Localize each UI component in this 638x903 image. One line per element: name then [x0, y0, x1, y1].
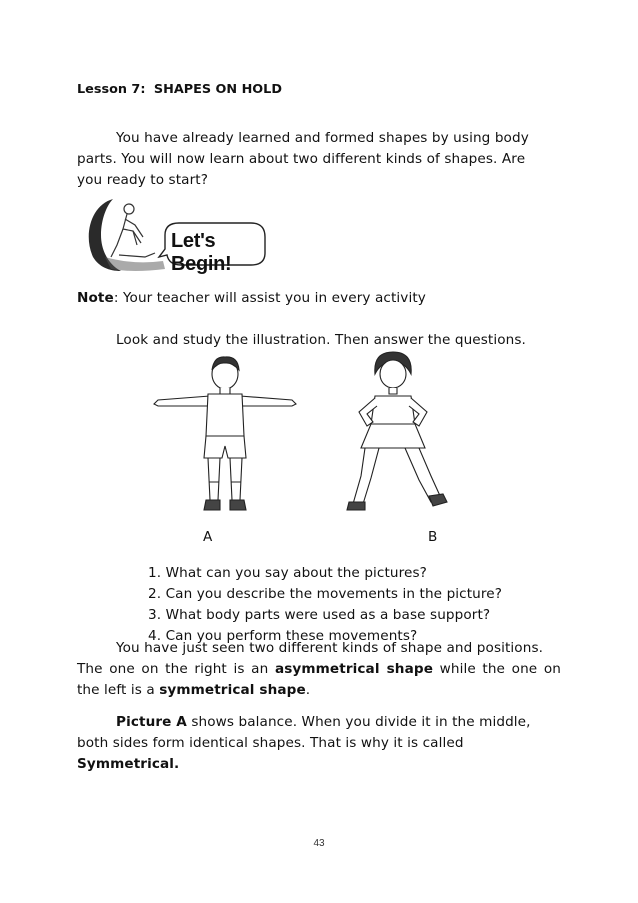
- picture-a-line-2: both sides form identical shapes. That is why it is called: [77, 735, 464, 751]
- lesson-number: Lesson 7:: [77, 82, 146, 97]
- intro-line-1: You have already learned and formed shapes by using body: [116, 130, 529, 146]
- figure-label-a: A: [203, 529, 213, 545]
- question-1: 1. What can you say about the pictures?: [148, 565, 427, 581]
- note-text: : Your teacher will assist you in every activity: [113, 290, 426, 306]
- figure-b-asymmetrical: [345, 348, 455, 520]
- picture-a-line-1: [116, 712, 531, 733]
- figure-a-symmetrical: [150, 350, 300, 520]
- picture-a-line-3: [77, 754, 179, 775]
- instruction-text: Look and study the illustration. Then answer the questions.: [116, 332, 526, 348]
- lets-begin-banner: [83, 195, 273, 273]
- explanation-line-3-end: .: [305, 682, 311, 698]
- question-3: 3. What body parts were used as a base support?: [148, 607, 491, 623]
- explanation-line-2-end: while the one on: [433, 661, 562, 677]
- intro-line-3: you ready to start?: [77, 172, 209, 188]
- explanation-line-1: You have just seen two different kinds of shape and positions.: [116, 640, 544, 656]
- symmetrical-conclusion: Symmetrical.: [77, 756, 180, 772]
- explanation-line-3-start: the left is a: [77, 682, 160, 698]
- explanation-line-2: [77, 659, 561, 680]
- symmetrical-term: symmetrical shape: [159, 682, 306, 698]
- lesson-title: [77, 82, 282, 97]
- intro-line-2: parts. You will now learn about two different kinds of shapes. Are: [77, 151, 526, 167]
- note-line: [77, 288, 426, 309]
- explanation-line-2-start: The one on the right is an: [77, 661, 275, 677]
- page-number: 43: [313, 838, 325, 849]
- lesson-name: SHAPES ON HOLD: [153, 82, 282, 97]
- note-label: Note: [77, 290, 114, 306]
- picture-a-line-1-rest: shows balance. When you divide it in the middle,: [186, 714, 531, 730]
- picture-a-label: Picture A: [116, 714, 187, 730]
- lets-begin-text: Let's Begin!: [171, 230, 232, 275]
- figure-label-b: B: [428, 529, 438, 545]
- explanation-line-3: [77, 680, 310, 701]
- asymmetrical-term: asymmetrical shape: [274, 661, 434, 677]
- boy-arms-out-illustration: [150, 350, 300, 520]
- question-2: 2. Can you describe the movements in the picture?: [148, 586, 503, 602]
- question-4: 4. Can you perform these movements?: [148, 628, 418, 644]
- girl-lunge-illustration: [345, 348, 455, 520]
